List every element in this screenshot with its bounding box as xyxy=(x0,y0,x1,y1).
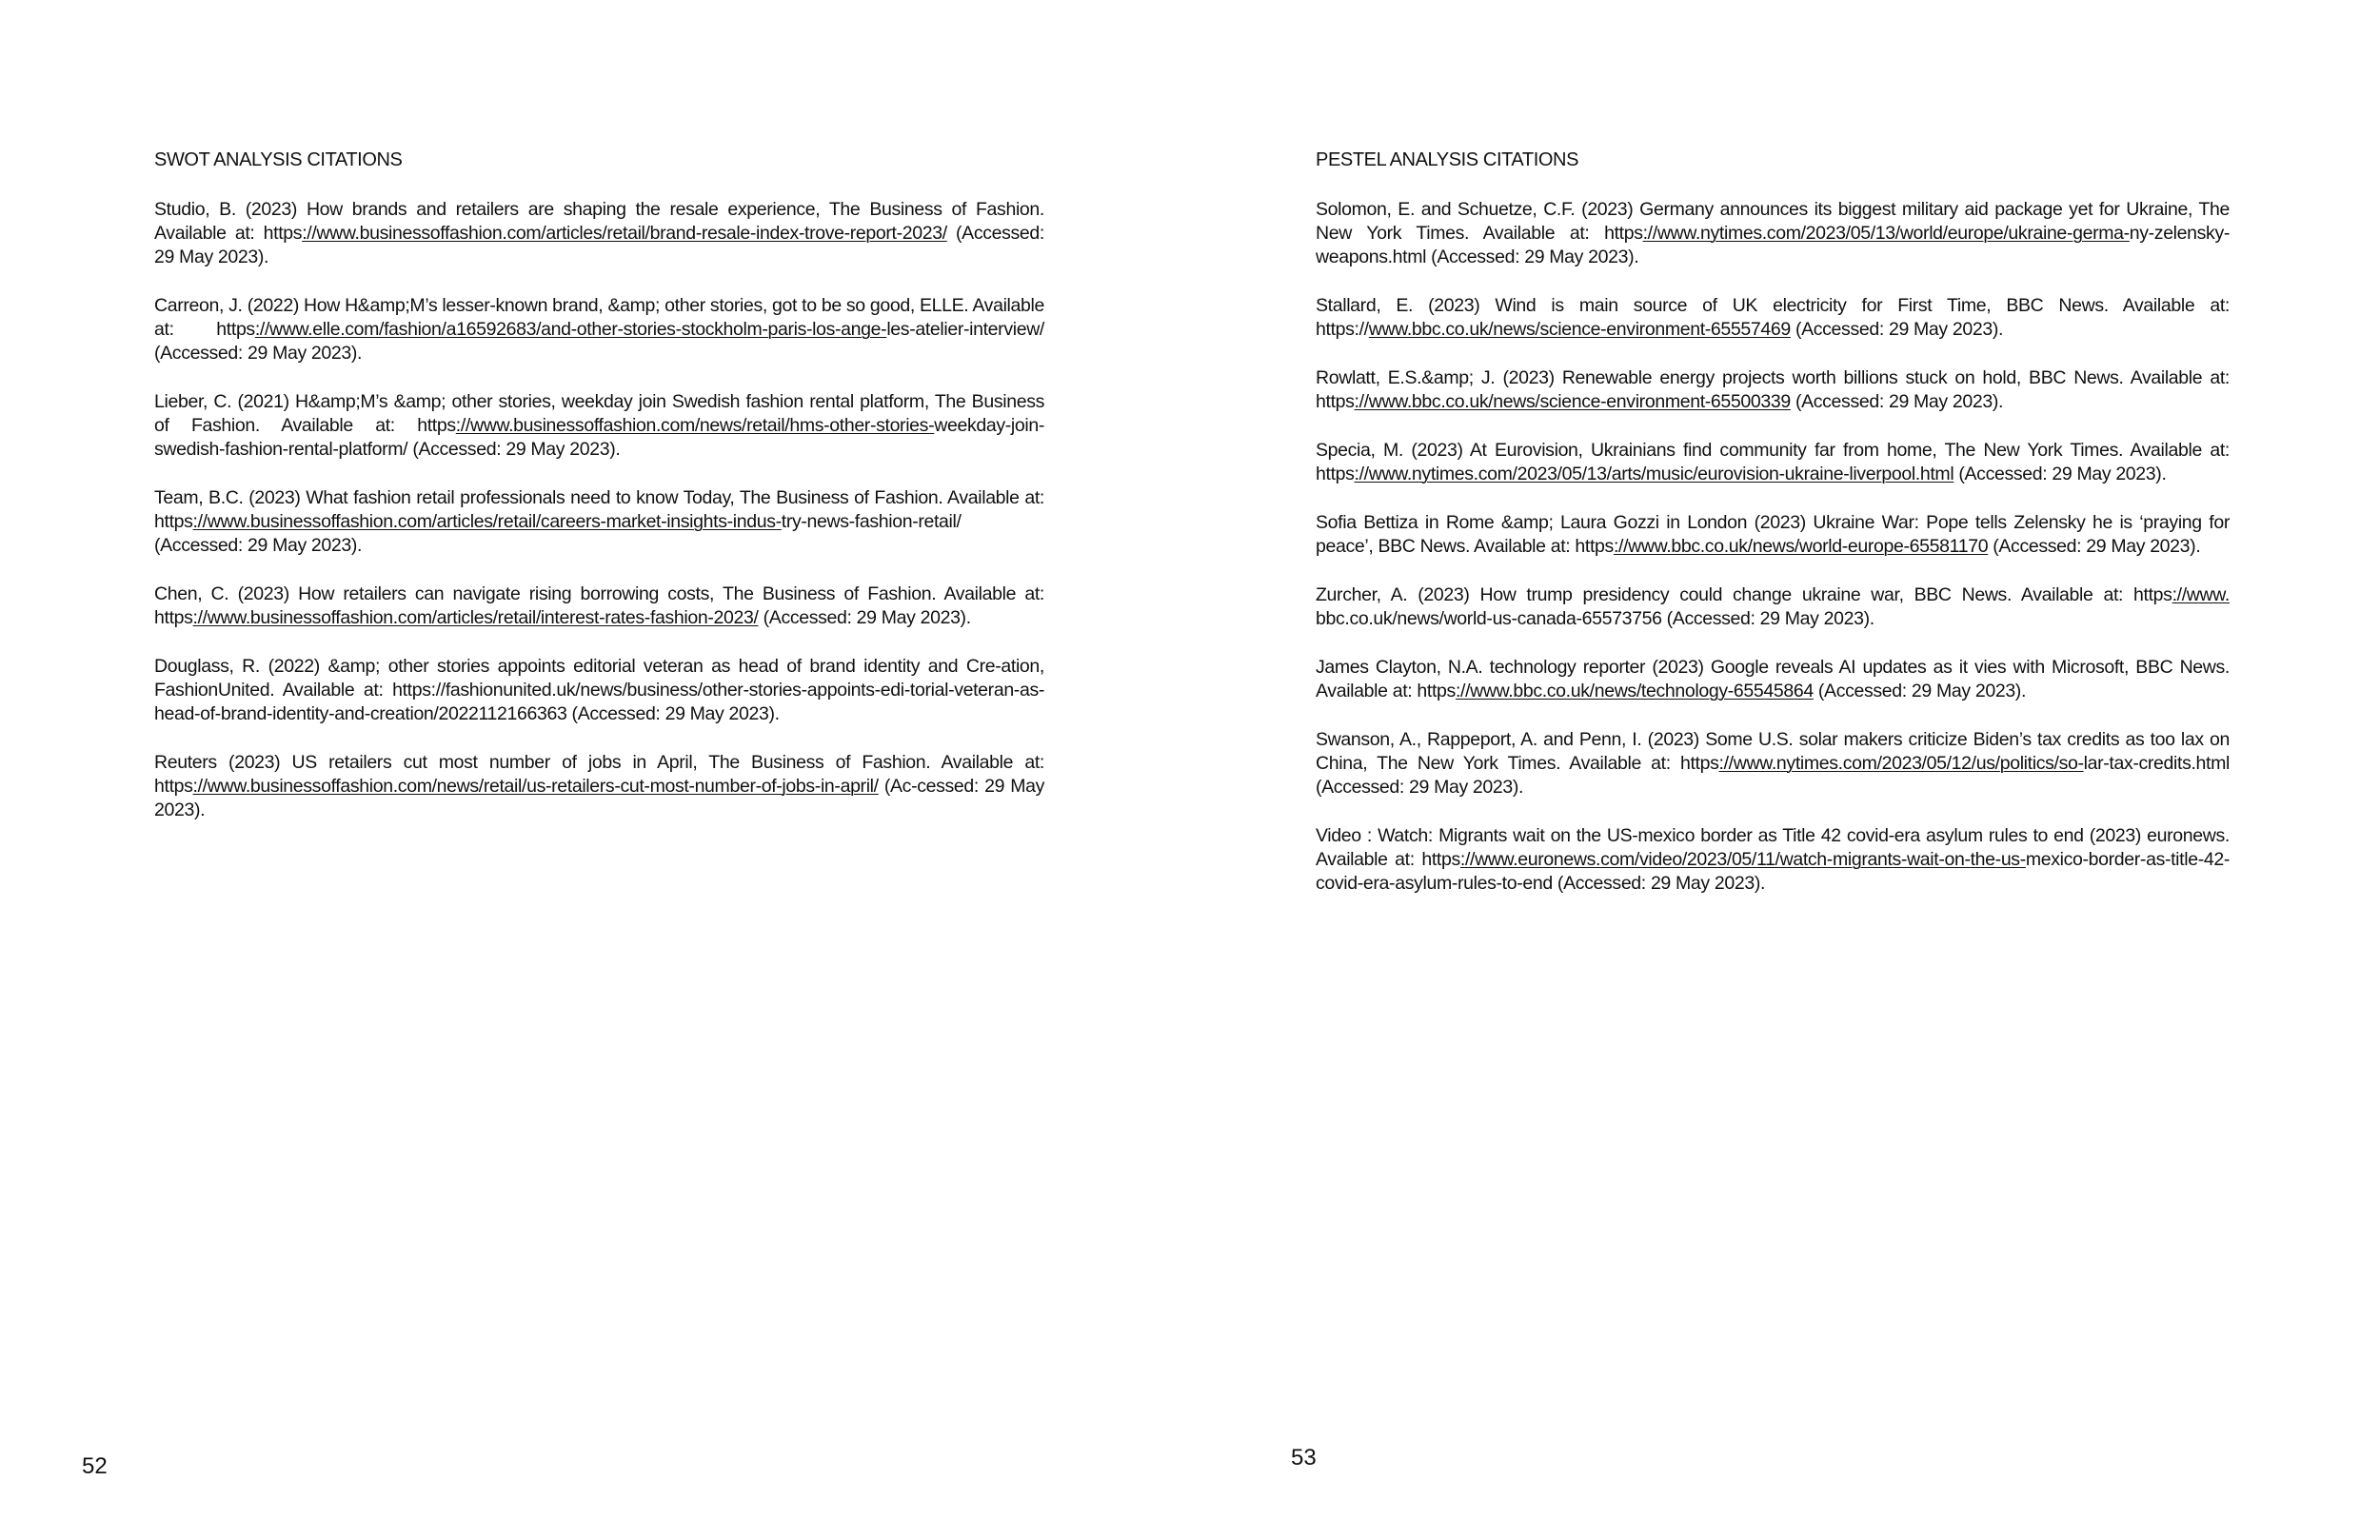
citation xyxy=(1316,294,2230,342)
citation-text: (Ac-cessed: 29 May 2023). xyxy=(154,776,1044,820)
section-title: PESTEL ANALYSIS CITATIONS xyxy=(1316,149,1579,170)
citation-link[interactable]: ://www.euronews.com/video/2023/05/11/watch-migrants-wait-on-the-us- xyxy=(1459,849,2026,870)
citation-text: Rowlatt, E.S.&amp; J. (2023) Renewable energy projects worth billions stuck on hold, BBC News. Available at: https xyxy=(1316,367,2230,412)
swot-citations-column xyxy=(154,147,1044,847)
citation-link[interactable]: ://www.bbc.co.uk/news/science-environment-65500339 xyxy=(1354,391,1791,412)
citation xyxy=(1316,198,2230,269)
citation xyxy=(154,486,1044,558)
citation-text: (Accessed: 29 May 2023). xyxy=(1790,319,2004,340)
page-number: 52 xyxy=(82,1453,108,1479)
citation-text: Specia, M. (2023) At Eurovision, Ukrainians find community far from home, The New York Times. Available at: https xyxy=(1316,440,2230,484)
citation xyxy=(154,655,1044,726)
citation-text: (Accessed: 29 May 2023). xyxy=(758,607,971,628)
citation-text: Lieber, C. (2021) H&amp;M’s &amp; other stories, weekday join Swedish fashion rental platform, The Business of Fashion. Available at: https xyxy=(154,391,1044,436)
citation-text: Swanson, A., Rappeport, A. and Penn, I. (2023) Some U.S. solar makers criticize Biden’s tax credits as too lax on China, The New York Times. Available at: https xyxy=(1316,729,2230,774)
citation-link[interactable]: ://www.businessoffashion.com/articles/retail/interest-rates-fashion-2023/ xyxy=(192,607,759,628)
citation-link[interactable]: ://www. xyxy=(2172,584,2230,605)
citation-link[interactable]: ://www.elle.com/fashion/a16592683/and-other-stories-stockholm-paris-los-ange- xyxy=(254,319,887,340)
citation-text: mexico-border-as-title-42-covid-era-asylum-rules-to-end (Accessed: 29 May 2023). xyxy=(1316,849,2230,894)
citation-text: Zurcher, A. (2023) How trump presidency could change ukraine war, BBC News. Available at: https xyxy=(1316,584,2172,605)
citation-link[interactable]: www.bbc.co.uk/news/science-environment-65557469 xyxy=(1368,319,1791,340)
citation-link[interactable]: ://www.businessoffashion.com/articles/retail/brand-resale-index-trove-report-2023/ xyxy=(302,223,947,244)
citation-text: try-news-fashion-retail/ (Accessed: 29 May 2023). xyxy=(154,511,962,556)
citation-text: Sofia Bettiza in Rome &amp; Laura Gozzi in London (2023) Ukraine War: Pope tells Zelensky he is ‘praying for peace’, BBC News. Available at: https xyxy=(1316,512,2230,557)
citation-link[interactable]: ://www.nytimes.com/2023/05/13/world/europe/ukraine-germa- xyxy=(1642,223,2130,244)
citation-text: James Clayton, N.A. technology reporter (2023) Google reveals AI updates as it vies with Microsoft, BBC News. Available at: https xyxy=(1316,657,2230,701)
citation xyxy=(1316,511,2230,559)
citation xyxy=(1316,583,2230,631)
pestel-citations-column xyxy=(1316,147,2230,920)
citation-text: Douglass, R. (2022) &amp; other stories appoints editorial veteran as head of brand identity and Cre-ation, FashionUnited. Available at: https://fashionunited.uk/news/business/other-stories-appoints-edi-torial-veteran-as-head-of-brand-identity-and-creation/2022112166363 (Accessed: 29 May 2023). xyxy=(154,656,1044,724)
citation-link[interactable]: ://www.businessoffashion.com/news/retail/hms-other-stories- xyxy=(455,415,935,436)
citation-link[interactable]: ://www.businessoffashion.com/articles/retail/careers-market-insights-indus- xyxy=(192,511,782,532)
citation-link[interactable]: ://www.businessoffashion.com/news/retail/us-retailers-cut-most-number-of-jobs-in-april/ xyxy=(192,776,879,797)
citation-text: ny-zelensky-weapons.html (Accessed: 29 May 2023). xyxy=(1316,223,2230,267)
citation-text: (Accessed: 29 May 2023). xyxy=(1813,681,2027,701)
citation-text: Stallard, E. (2023) Wind is main source of UK electricity for First Time, BBC News. Available at: https:// xyxy=(1316,295,2230,340)
citation xyxy=(1316,656,2230,703)
citation xyxy=(1316,366,2230,414)
citation-text: Studio, B. (2023) How brands and retailers are shaping the resale experience, The Business of Fashion. Available at: https xyxy=(154,199,1044,244)
citation xyxy=(154,390,1044,462)
citation-text: bbc.co.uk/news/world-us-canada-65573756 (Accessed: 29 May 2023). xyxy=(1316,608,1874,629)
citation-text: (Accessed: 29 May 2023). xyxy=(1790,391,2004,412)
citation-text: weekday-join-swedish-fashion-rental-platform/ (Accessed: 29 May 2023). xyxy=(154,415,1044,460)
citation-link[interactable]: ://www.bbc.co.uk/news/world-europe-65581170 xyxy=(1613,536,1989,557)
citation-text: Solomon, E. and Schuetze, C.F. (2023) Germany announces its biggest military aid package yet for Ukraine, The New York Times. Available at: https xyxy=(1316,199,2230,244)
citation-text: Carreon, J. (2022) How H&amp;M’s lesser-known brand, &amp; other stories, got to be so good, ELLE. Available at: https xyxy=(154,295,1044,340)
citation xyxy=(1316,824,2230,896)
citation-text: Reuters (2023) US retailers cut most number of jobs in April, The Business of Fashion. Available at: https xyxy=(154,752,1044,797)
right-page xyxy=(1190,0,2380,1540)
citation-text: Video : Watch: Migrants wait on the US-mexico border as Title 42 covid-era asylum rules to end (2023) euronews. Available at: https xyxy=(1316,825,2230,870)
citation-text: (Accessed: 29 May 2023). xyxy=(1988,536,2201,557)
citation-text: (Accessed: 29 May 2023). xyxy=(1954,464,2167,484)
citation-text: les-atelier-interview/ (Accessed: 29 May 2023). xyxy=(154,319,1044,364)
citation-text: (Accessed: 29 May 2023). xyxy=(154,223,1044,267)
citation-link[interactable]: ://www.nytimes.com/2023/05/12/us/politics/so- xyxy=(1718,753,2084,774)
page-number: 53 xyxy=(1291,1445,1317,1471)
citation xyxy=(154,198,1044,269)
section-title: SWOT ANALYSIS CITATIONS xyxy=(154,149,403,170)
citation-link[interactable]: ://www.bbc.co.uk/news/technology-65545864 xyxy=(1455,681,1814,701)
citation-text: Team, B.C. (2023) What fashion retail professionals need to know Today, The Business of Fashion. Available at: https xyxy=(154,487,1044,532)
citation-text: Chen, C. (2023) How retailers can navigate rising borrowing costs, The Business of Fashion. Available at: https xyxy=(154,583,1044,628)
citation xyxy=(1316,439,2230,486)
citation-text: lar-tax-credits.html (Accessed: 29 May 2023). xyxy=(1316,753,2230,798)
citation-link[interactable]: ://www.nytimes.com/2023/05/13/arts/music/eurovision-ukraine-liverpool.html xyxy=(1354,464,1954,484)
citation xyxy=(1316,728,2230,800)
citation xyxy=(154,582,1044,630)
citation xyxy=(154,751,1044,822)
citation xyxy=(154,294,1044,365)
